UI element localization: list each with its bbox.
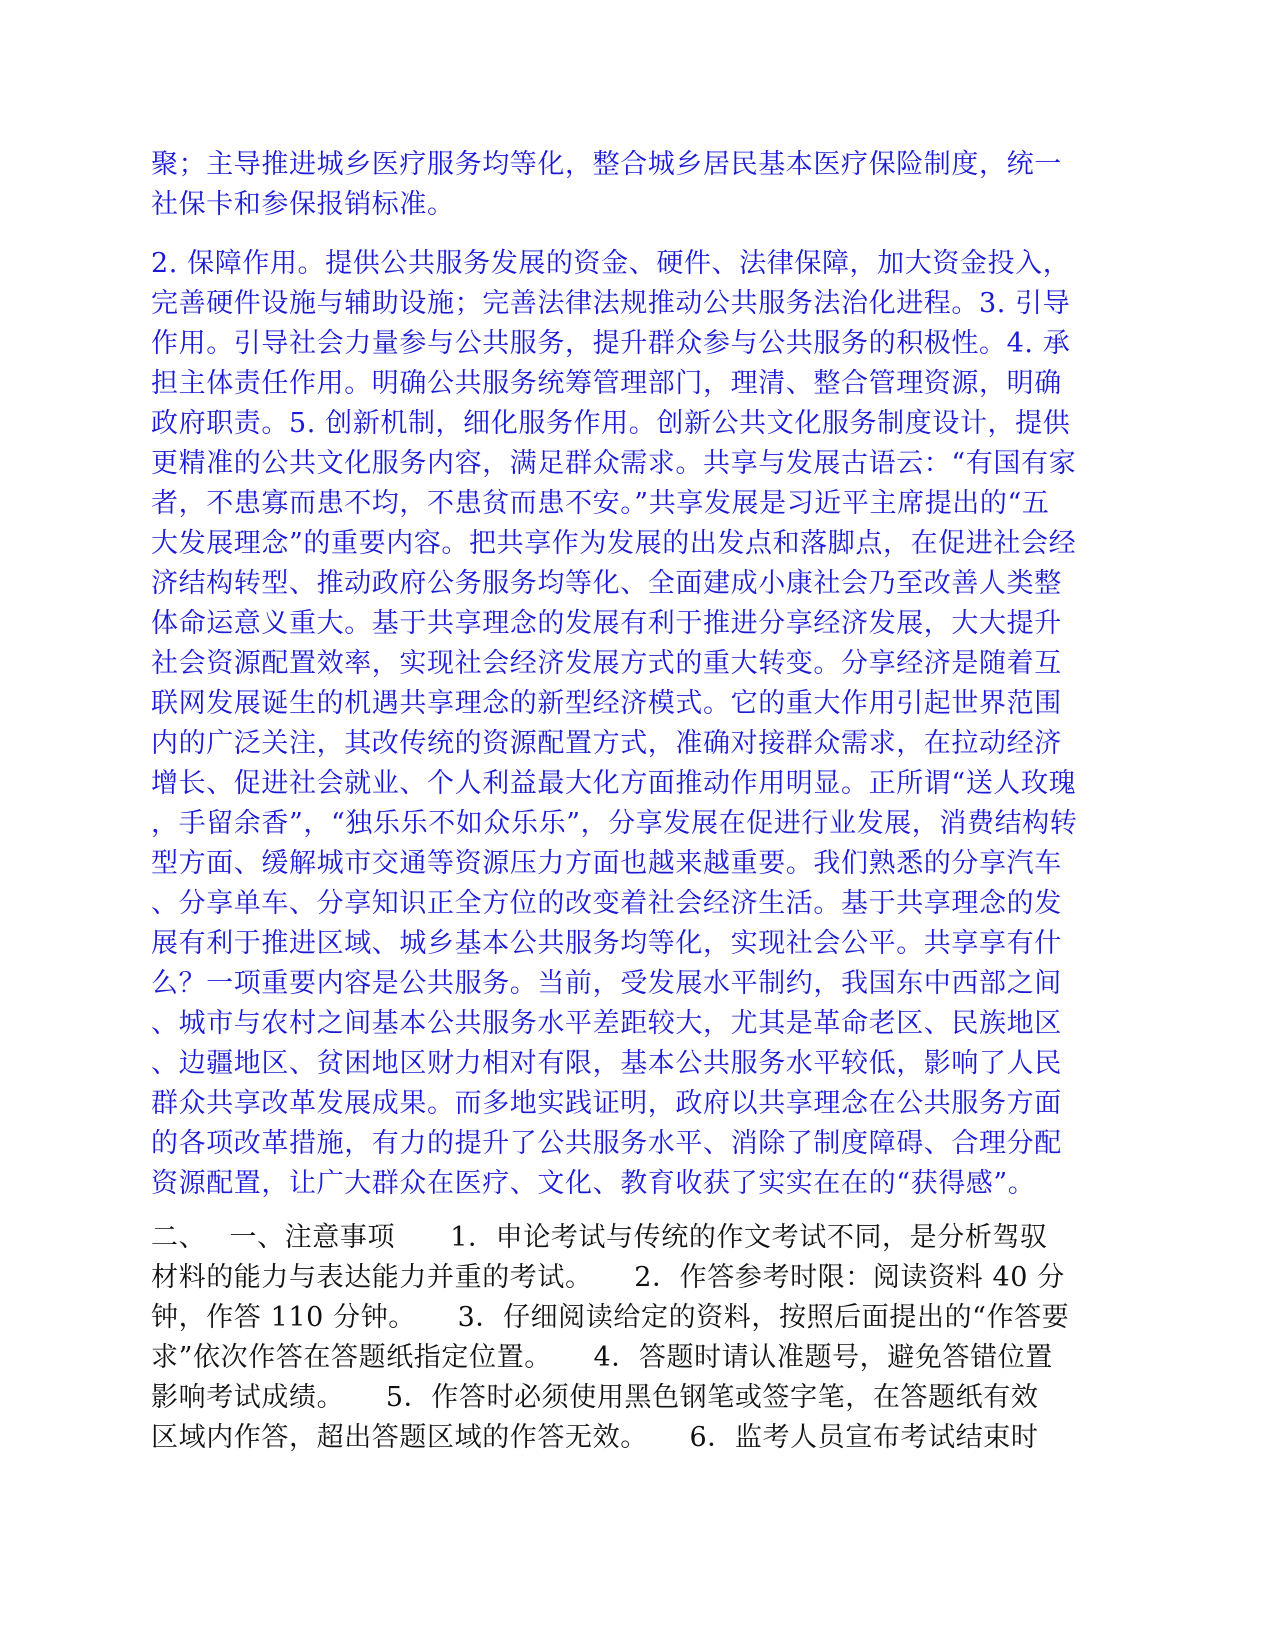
text-line: 的各项改革措施，有力的提升了公共服务水平、消除了制度障碍、合理分配 bbox=[151, 1128, 1062, 1159]
text-line: 求”依次作答在答题纸指定位置。 4．答题时请认准题号，避免答错位置 bbox=[151, 1342, 1053, 1373]
text-line: 资源配置，让广大群众在医疗、文化、教育收获了实实在在的“获得感”。 bbox=[151, 1168, 1036, 1199]
paragraph-exam-notes bbox=[151, 1218, 1069, 1458]
text-line: 济结构转型、推动政府公务服务均等化、全面建成小康社会乃至改善人类整 bbox=[151, 568, 1062, 599]
text-line: 群众共享改革发展成果。而多地实践证明，政府以共享理念在公共服务方面 bbox=[151, 1088, 1062, 1119]
paragraph-shared-development bbox=[151, 244, 1077, 1204]
text-line: 材料的能力与表达能力并重的考试。 2．作答参考时限：阅读资料 40 分 bbox=[151, 1262, 1065, 1293]
text-line: 影响考试成绩。 5．作答时必须使用黑色钢笔或签字笔，在答题纸有效 bbox=[151, 1382, 1039, 1413]
text-line: 担主体责任作用。明确公共服务统筹管理部门，理清、整合管理资源，明确 bbox=[151, 368, 1062, 399]
text-line: 展有利于推进区域、城乡基本公共服务均等化，实现社会公平。共享享有什 bbox=[151, 928, 1062, 959]
text-line: 大发展理念”的重要内容。把共享作为发展的出发点和落脚点，在促进社会经 bbox=[151, 528, 1077, 559]
paragraph-medical-insurance bbox=[151, 145, 1062, 225]
text-line: 区域内作答，超出答题区域的作答无效。 6．监考人员宣布考试结束时 bbox=[151, 1422, 1039, 1453]
text-line: 么？一项重要内容是公共服务。当前，受发展水平制约，我国东中西部之间 bbox=[151, 968, 1062, 999]
text-line: 内的广泛关注，其改传统的资源配置方式，准确对接群众需求，在拉动经济 bbox=[151, 728, 1062, 759]
text-line: 体命运意义重大。基于共享理念的发展有利于推进分享经济发展，大大提升 bbox=[151, 608, 1062, 639]
text-line: 社会资源配置效率，实现社会经济发展方式的重大转变。分享经济是随着互 bbox=[151, 648, 1062, 679]
text-line: 更精准的公共文化服务内容，满足群众需求。共享与发展古语云：“有国有家 bbox=[151, 448, 1077, 479]
text-line: 、分享单车、分享知识正全方位的改变着社会经济生活。基于共享理念的发 bbox=[151, 888, 1062, 919]
text-line: 联网发展诞生的机遇共享理念的新型经济模式。它的重大作用引起世界范围 bbox=[151, 688, 1062, 719]
text-line: 二、 一、注意事项 1．申论考试与传统的作文考试不同，是分析驾驭 bbox=[151, 1222, 1048, 1253]
text-line: 、边疆地区、贫困地区财力相对有限，基本公共服务水平较低，影响了人民 bbox=[151, 1048, 1062, 1079]
text-line: 2. 保障作用。提供公共服务发展的资金、硬件、法律保障，加大资金投入， bbox=[151, 248, 1071, 279]
text-line: 钟，作答 110 分钟。 3．仔细阅读给定的资料，按照后面提出的“作答要 bbox=[151, 1302, 1070, 1333]
text-line: 政府职责。5. 创新机制，细化服务作用。创新公共文化服务制度设计，提供 bbox=[151, 408, 1071, 439]
text-line: ，手留余香”，“独乐乐不如众乐乐”，分享发展在促进行业发展，消费结构转 bbox=[151, 808, 1078, 839]
text-line: 、城市与农村之间基本公共服务水平差距较大，尤其是革命老区、民族地区 bbox=[151, 1008, 1062, 1039]
text-line: 作用。引导社会力量参与公共服务，提升群众参与公共服务的积极性。4. 承 bbox=[151, 328, 1071, 359]
text-line: 增长、促进社会就业、个人利益最大化方面推动作用明显。正所谓“送人玫瑰 bbox=[151, 768, 1077, 799]
text-line: 型方面、缓解城市交通等资源压力方面也越来越重要。我们熟悉的分享汽车 bbox=[151, 848, 1062, 879]
text-line: 完善硬件设施与辅助设施；完善法律法规推动公共服务法治化进程。3. 引导 bbox=[151, 288, 1071, 319]
text-line: 者，不患寡而患不均，不患贫而患不安。”共享发展是习近平主席提出的“五 bbox=[151, 488, 1050, 519]
text-line: 聚；主导推进城乡医疗服务均等化，整合城乡居民基本医疗保险制度，统一 bbox=[151, 149, 1062, 180]
text-line: 社保卡和参保报销标准。 bbox=[151, 189, 455, 220]
